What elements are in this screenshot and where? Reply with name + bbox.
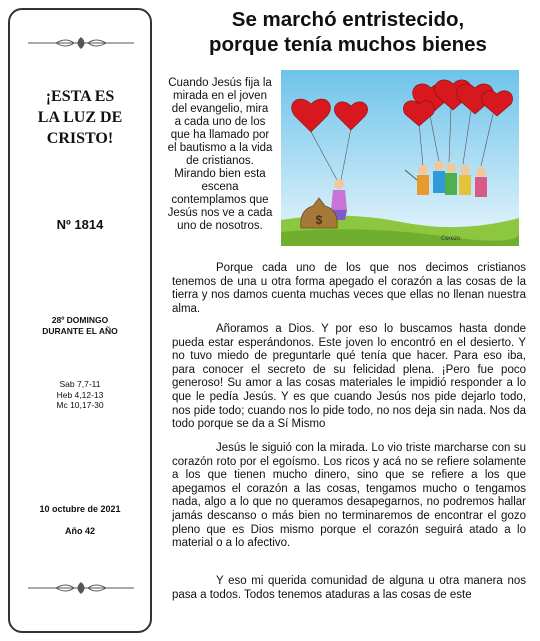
issue-number: Nº 1814: [56, 217, 104, 232]
heart-balloons-illustration: [281, 70, 519, 246]
ornament-divider-icon: [26, 581, 136, 595]
body-paragraph: Y eso mi querida comunidad de alguna u otra manera nos pasa a todos. Todos tenemos ataduras a las cosas de este: [172, 575, 526, 601]
reading-item: Sab 7,7-11: [59, 379, 101, 389]
article-title: Se marchó entristecido, porque tenía muchos bienes: [209, 8, 487, 56]
sidebar-title: ¡ESTA ES LA LUZ DE CRISTO!: [37, 88, 123, 147]
readings-list: [10, 379, 150, 411]
body-paragraph: Jesús le siguió con la mirada. Lo vio triste marcharse con su corazón roto por el egoísmo. Los ricos y acá no se refiere solamente a los que tienen mucho dinero, sino que se refiere a los que apegamos el corazón a las cosas, tengamos mucho o tengamos nada, algo a lo que no queramos desapegarnos, no podremos hallar jamás descanso o más bien no terminaremos de encontrar el gozo pleno que es Dios mismo porque el corazón seguirá atado a lo material o a lo afectivo.: [172, 442, 526, 550]
ornament-divider-icon: [26, 36, 136, 50]
body-paragraph: Porque cada uno de los que nos decimos cristianos tenemos de una u otra forma apegado el corazón a las cosas de la tierra y nos damos cuenta muchas veces que ellas no llenan nuestra alma.: [172, 262, 526, 315]
liturgical-sunday: 28º DOMINGO DURANTE EL AÑO: [42, 315, 118, 336]
svg-text:Cerezo: Cerezo: [441, 236, 461, 242]
intro-text: Cuando Jesús fija la mirada en el joven del evangelio, mira a cada uno de los que ha llamado por el bautismo a la vida de cristianos. Mirando bien esta escena contemplamos que Jesús nos ve a cada uno de nosotros.: [167, 77, 273, 232]
body-paragraph: Añoramos a Dios. Y por eso lo buscamos hasta donde pueda estar esperándonos. Este joven lo encontró en el desierto. Y no tuvo miedo de preguntarle qué tenía que hacer. Para eso iba, para conocer el secreto de su felicidad plena. ¡Pero fue poco generoso! Su amor a las cosas materiales le impidió responder a lo que le pedía Jesús. Y es que cuando Jesús nos pide dejarlo todo, nos pide todo; cuando nos lo pide todo, no nos deja sin nada. Nos da todo porque se da a Sí Mismo: [172, 323, 526, 431]
svg-text:$: $: [315, 213, 323, 227]
issue-year: Año 42: [64, 526, 95, 536]
reading-item: Heb 4,12-13: [56, 389, 104, 400]
reading-item: Mc 10,17-30: [56, 400, 104, 410]
sidebar-panel: [8, 8, 152, 633]
issue-date: 10 octubre de 2021: [39, 504, 121, 514]
